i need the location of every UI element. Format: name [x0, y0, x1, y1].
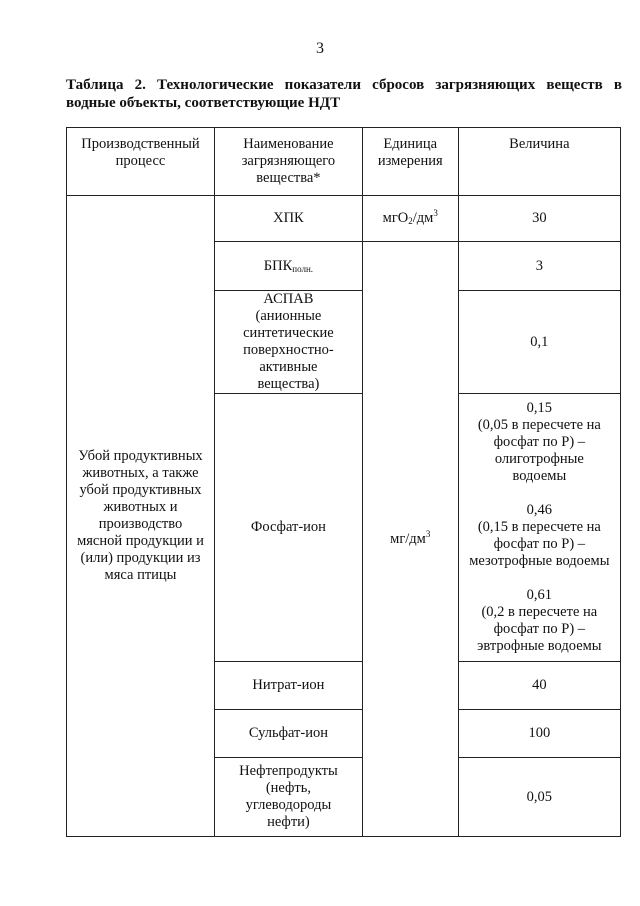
phosphate-value: 0,46: [526, 502, 553, 518]
unit-cod-base: мгО: [382, 210, 409, 226]
header-unit: Единица измерения: [362, 128, 458, 196]
unit-cod-sup: 3: [433, 208, 438, 218]
process-text: Убой продуктивных животных, а также убой продуктивных животных и производство мясной продукции и (или) продукции из мяса птицы: [77, 448, 204, 583]
value-cell: 40: [458, 662, 620, 710]
substance-cell: Нефтепродукты (нефть, углеводороды нефти): [214, 758, 362, 837]
substance-cell: Сульфат-ион: [214, 710, 362, 758]
header-substance: Наименование загрязняющего вещества*: [214, 128, 362, 196]
substance-cell: ХПК: [214, 196, 362, 242]
substance-cell: Фосфат-ион: [214, 394, 362, 662]
substance-cell: Нитрат-ион: [214, 662, 362, 710]
phosphate-value: 0,15: [526, 400, 553, 416]
process-cell: [67, 196, 215, 837]
value-cell-phosphate: [458, 394, 620, 662]
unit-cod-mid: /дм: [412, 210, 434, 226]
table-caption: Таблица 2. Технологические показатели сбросов загрязняющих веществ в водные объекты, соответствующие НДТ: [66, 77, 622, 111]
unit-cod-sub: 2: [408, 216, 413, 226]
value-cell: 3: [458, 242, 620, 291]
unit-main-base: мг/дм: [390, 530, 426, 547]
phosphate-note: (0,05 в пересчете на фосфат по Р) – олиготрофные водоемы: [477, 417, 601, 484]
unit-cell-cod: [362, 196, 458, 242]
table-row: [67, 196, 621, 242]
substance-cell: [214, 242, 362, 291]
bpk-base: БПК: [263, 257, 293, 274]
header-value: Величина: [458, 128, 620, 196]
table-header-row: [67, 128, 621, 196]
phosphate-note: (0,15 в пересчете на фосфат по Р) – мезотрофные водоемы: [469, 519, 610, 569]
unit-main-sup: 3: [425, 528, 431, 539]
unit-cell-main: [362, 242, 458, 837]
value-cell: 0,1: [458, 291, 620, 394]
phosphate-value: 0,61: [526, 587, 553, 603]
phosphate-note: (0,2 в пересчете на фосфат по Р) – эвтрофные водоемы: [477, 604, 602, 654]
bpk-sub: полн.: [292, 263, 314, 274]
emissions-table: [66, 127, 621, 837]
header-process: Производственный процесс: [67, 128, 215, 196]
value-cell: 30: [458, 196, 620, 242]
substance-cell: АСПАВ (анионные синтетические поверхностно-активные вещества): [214, 291, 362, 394]
value-cell: 100: [458, 710, 620, 758]
value-cell: 0,05: [458, 758, 620, 837]
page-number: 3: [316, 40, 324, 57]
